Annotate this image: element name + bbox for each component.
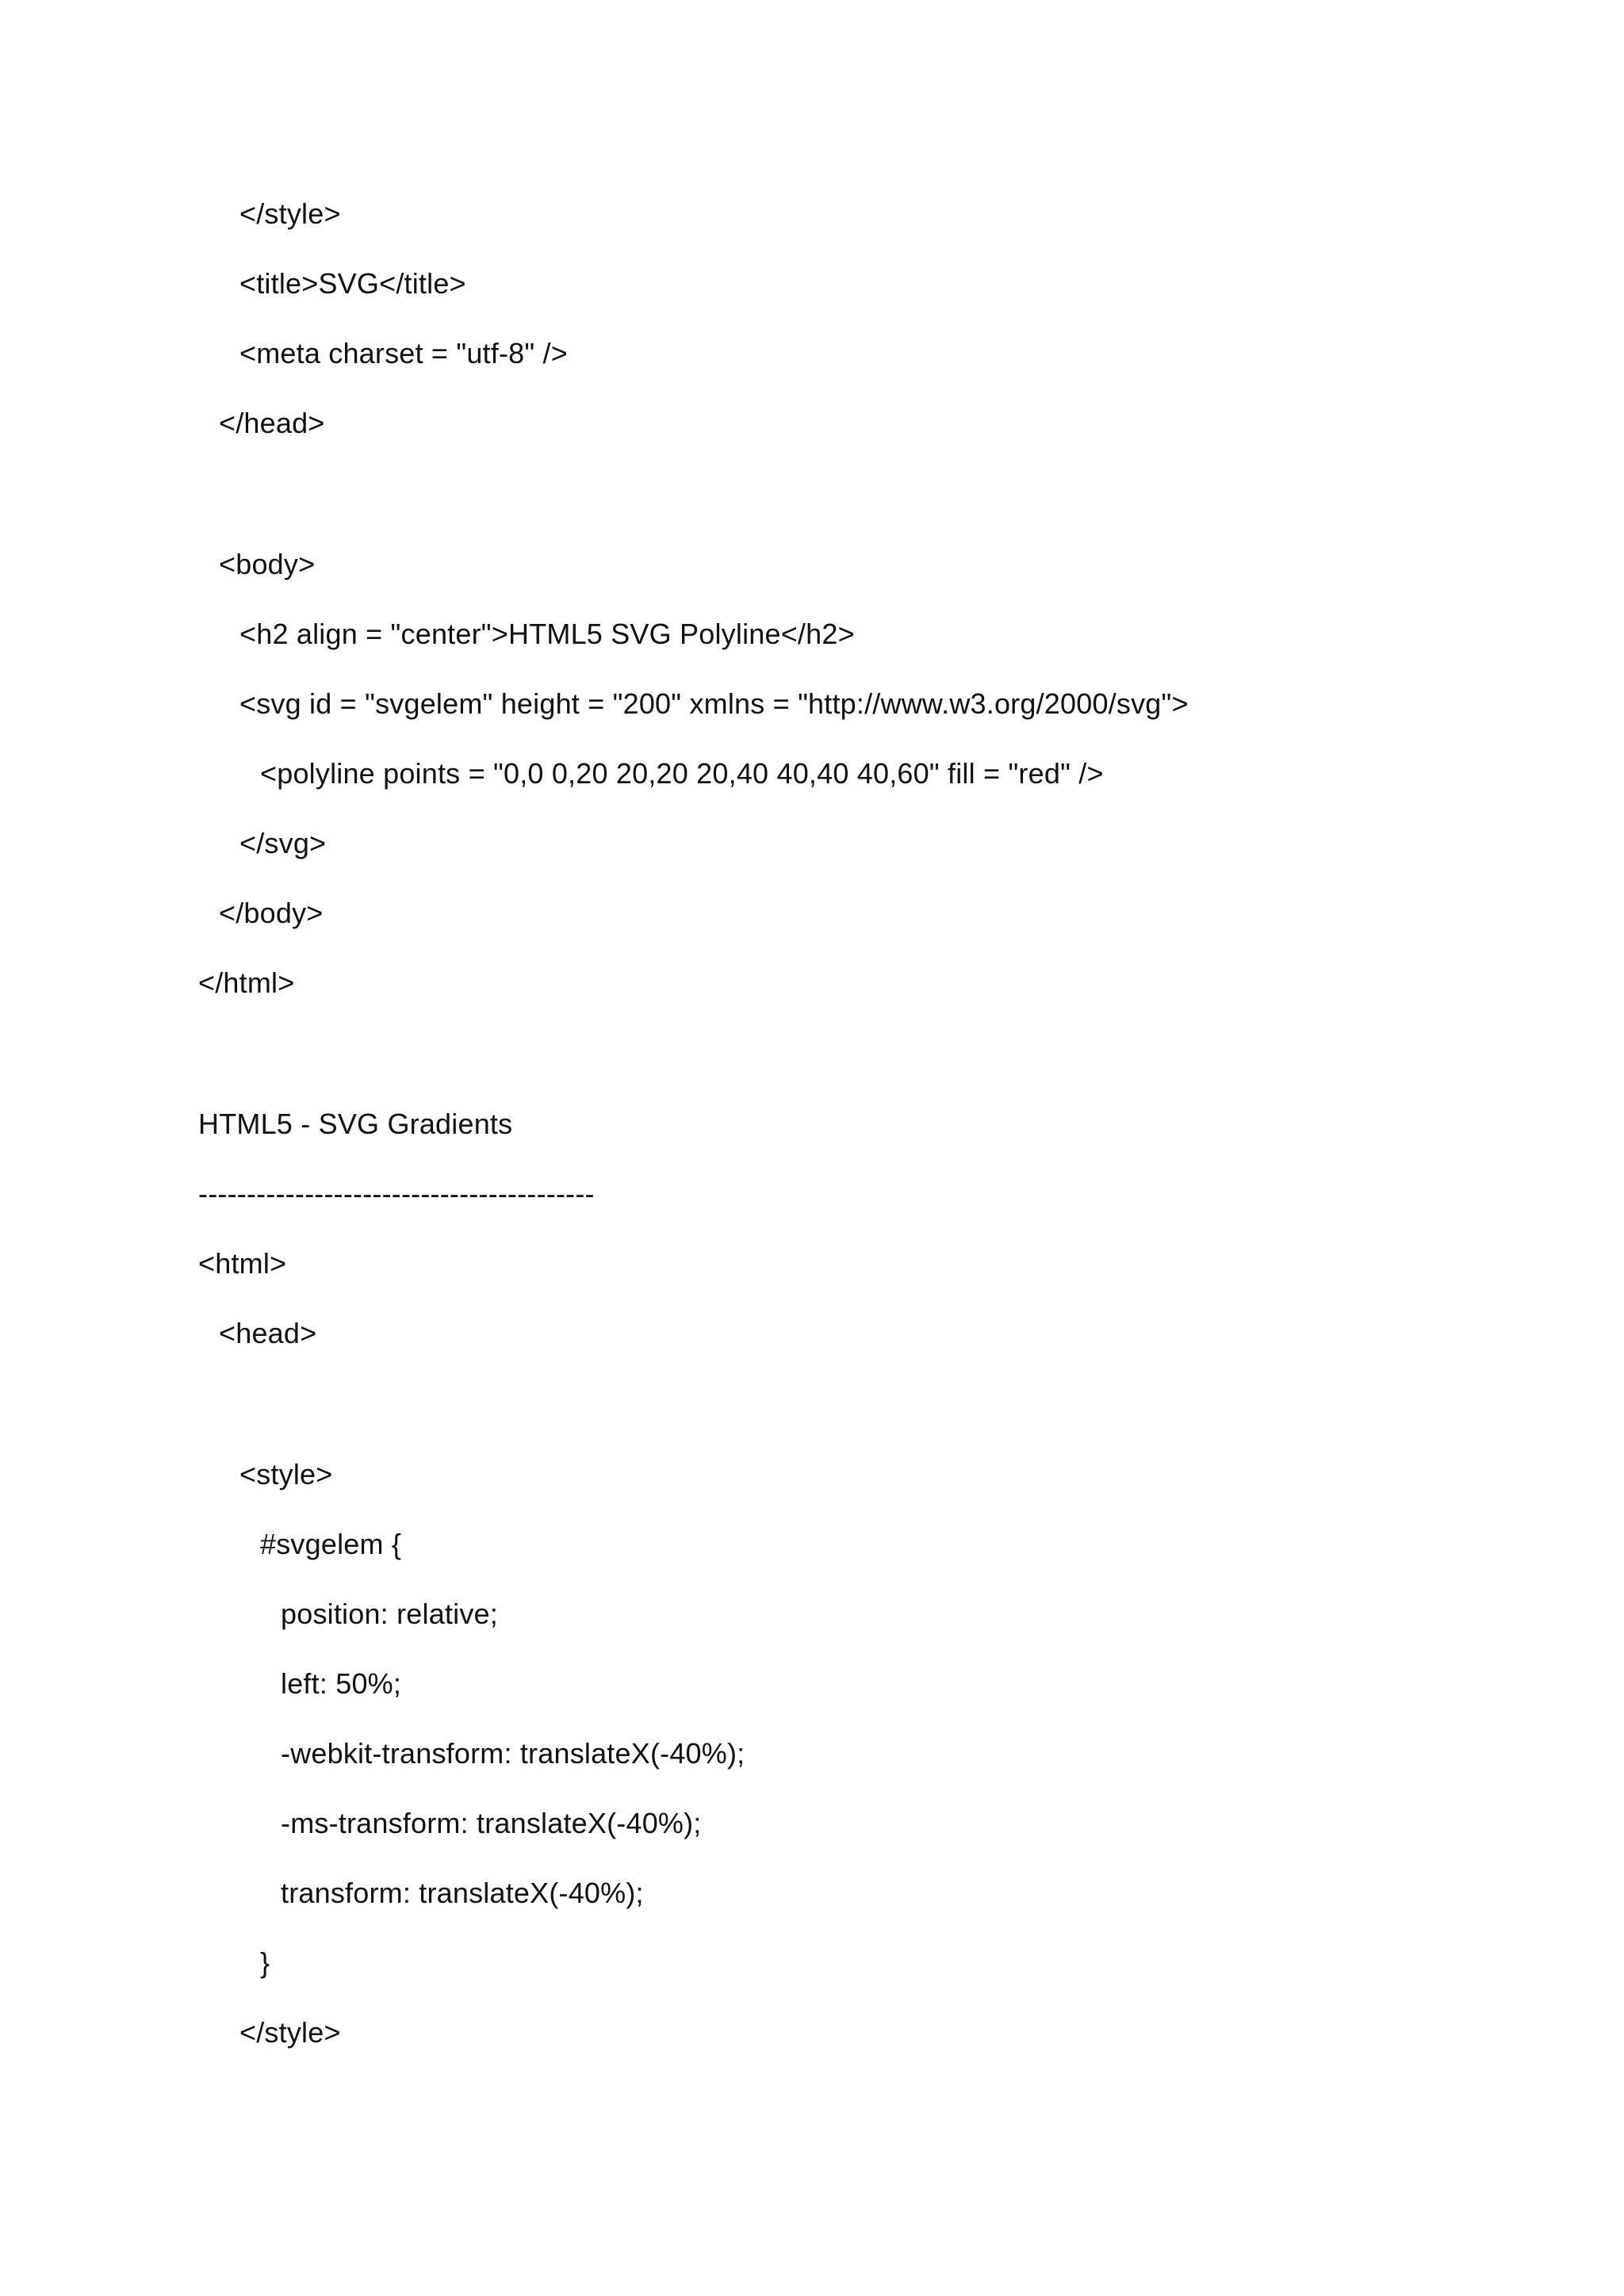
- code-line: <body>: [219, 548, 316, 580]
- code-line: </html>: [198, 966, 295, 999]
- code-line: -ms-transform: translateX(-40%);: [281, 1807, 702, 1839]
- code-line: <head>: [219, 1317, 317, 1349]
- separator-line: -----------------------------------------: [198, 1177, 595, 1210]
- code-line: <meta charset = "utf-8" />: [239, 337, 568, 369]
- section-heading: HTML5 - SVG Gradients: [198, 1108, 513, 1140]
- code-line: </head>: [219, 407, 325, 439]
- code-line: <html>: [198, 1247, 287, 1280]
- code-line: </svg>: [239, 827, 327, 859]
- code-line: </style>: [239, 2016, 341, 2049]
- code-line: }: [260, 1946, 270, 1979]
- code-line: </style>: [239, 197, 341, 230]
- code-line: </body>: [219, 897, 324, 929]
- code-line: <polyline points = "0,0 0,20 20,20 20,40 40,40 40,60" fill = "red" />: [260, 757, 1104, 790]
- code-line: -webkit-transform: translateX(-40%);: [281, 1737, 745, 1770]
- code-line: left: 50%;: [281, 1667, 402, 1700]
- code-line: #svgelem {: [260, 1528, 402, 1560]
- code-line: <style>: [239, 1458, 333, 1490]
- code-line: <title>SVG</title>: [239, 267, 466, 300]
- code-line: <h2 align = "center">HTML5 SVG Polyline</h2>: [239, 618, 855, 650]
- code-line: position: relative;: [281, 1598, 498, 1630]
- code-line: <svg id = "svgelem" height = "200" xmlns = "http://www.w3.org/2000/svg">: [239, 687, 1189, 720]
- code-line: transform: translateX(-40%);: [281, 1877, 644, 1909]
